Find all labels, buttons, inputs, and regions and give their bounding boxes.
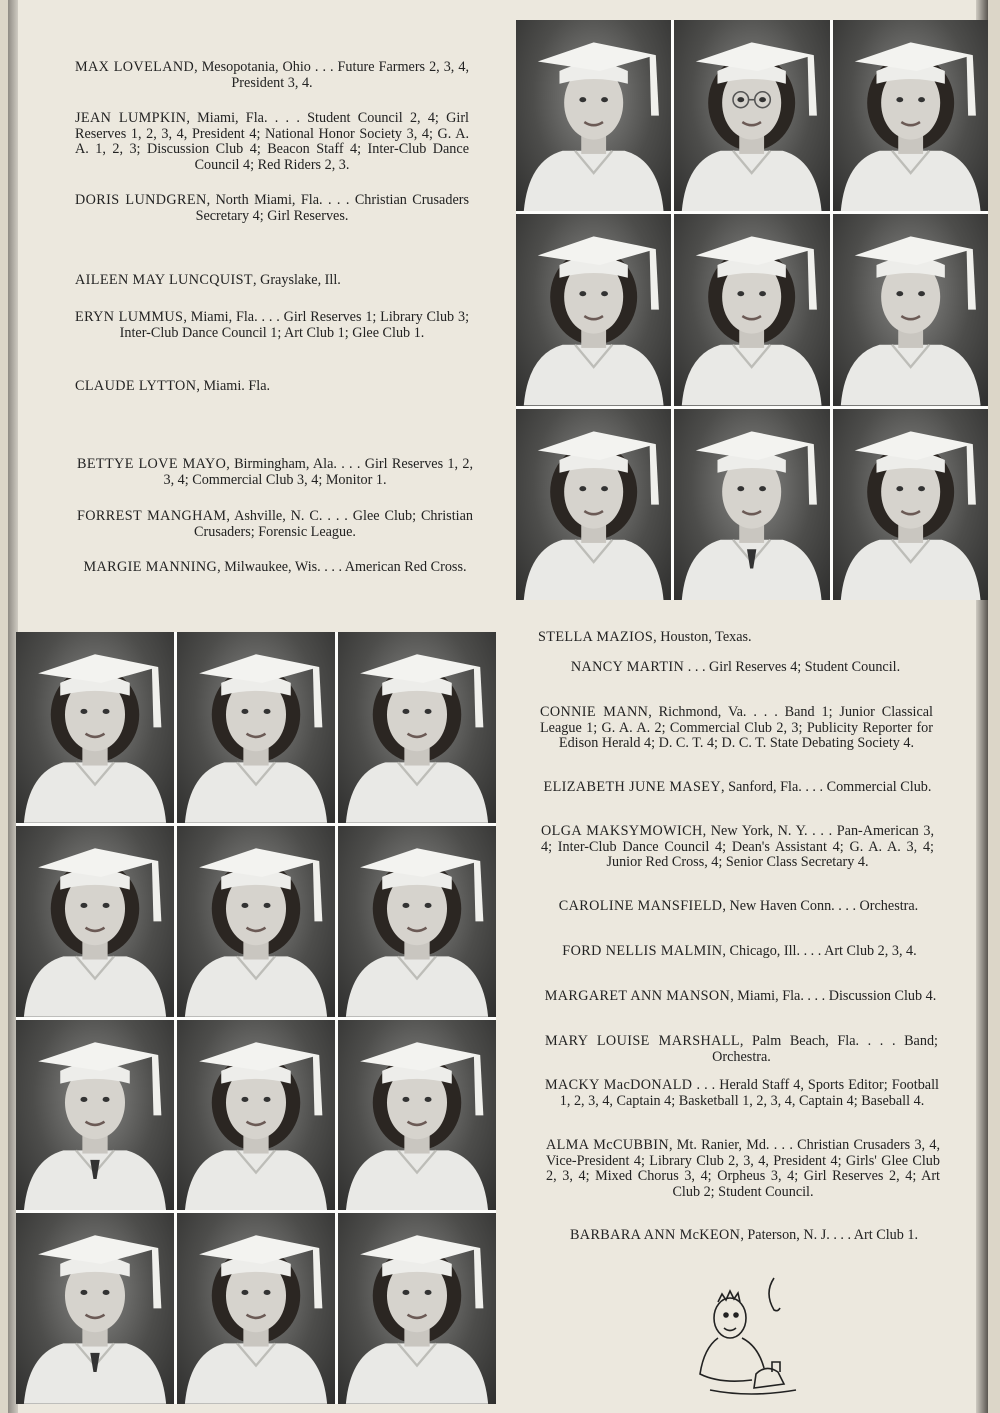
senior-portrait: [16, 826, 174, 1017]
senior-entry: [541, 824, 934, 871]
senior-portrait: [16, 1213, 174, 1404]
senior-portrait: [338, 1020, 496, 1211]
student-name: MARGIE MANNING: [83, 559, 218, 575]
student-details: , Grayslake, Ill.: [252, 272, 341, 288]
senior-entry: [546, 1138, 940, 1200]
student-details: , Milwaukee, Wis. . . . American Red Cross.: [217, 559, 467, 575]
senior-entry: [543, 944, 936, 960]
student-name: AILEEN MAY LUNCQUIST: [75, 272, 253, 288]
senior-portrait: [516, 20, 671, 211]
student-details: , Sanford, Fla. . . . Commercial Club.: [721, 779, 932, 795]
student-details: , Richmond, Va. . . . Band 1; Junior Classical League 1; G. A. A. 2; Commercial Club 2, 3; Publicity Reporter for Edison Herald 4; D. C. T. 4; D. C. T. State Debating Society 4.: [540, 704, 934, 752]
student-details: , Paterson, N. J. . . . Art Club 1.: [740, 1227, 919, 1243]
senior-portrait: [177, 1213, 335, 1404]
student-name: BETTYE LOVE MAYO: [77, 456, 227, 472]
senior-entry: [545, 1034, 938, 1065]
student-name: MARGARET ANN MANSON: [544, 988, 731, 1004]
senior-entry: [75, 379, 469, 395]
student-details: , Miami, Fla. . . . Girl Reserves 1; Library Club 3; Inter-Club Dance Council 1; Art Club 1; Glee Club 1.: [119, 309, 470, 341]
student-details: , Miami, Fla. . . . Student Council 2, 4; Girl Reserves 1, 2, 3, 4, President 4; National Honor Society 3, 4; G. A. A. 1, 2, 3; Discussion Club 4; Beacon Staff 4; Inter-Club Dance Council 4; Red Riders 2, 3.: [75, 110, 469, 173]
student-details: . . . Girl Reserves 4; Student Council.: [684, 659, 901, 675]
senior-entry: [75, 310, 469, 341]
student-name: ERYN LUMMUS: [75, 309, 184, 325]
senior-entry: [77, 509, 473, 540]
student-name: JEAN LUMPKIN: [75, 110, 187, 126]
senior-portrait: [16, 1020, 174, 1211]
senior-portrait: [833, 214, 988, 405]
student-details: , Miami. Fla.: [196, 378, 271, 394]
senior-portrait: [674, 214, 829, 405]
student-name: DORIS LUNDGREN: [75, 192, 207, 208]
senior-entry: [539, 660, 932, 676]
student-name: MAX LOVELAND: [75, 59, 195, 75]
senior-portrait: [16, 632, 174, 823]
student-name: BARBARA ANN McKEON: [569, 1227, 741, 1243]
cartoon-student-icon: [696, 1268, 806, 1408]
senior-portrait: [516, 214, 671, 405]
senior-entry: [540, 705, 933, 752]
senior-entry: [542, 899, 935, 915]
senior-portrait: [338, 632, 496, 823]
senior-entry: [541, 780, 934, 796]
student-name: FORREST MANGHAM: [77, 508, 227, 524]
student-name: ELIZABETH JUNE MASEY: [543, 779, 721, 795]
senior-portrait: [177, 632, 335, 823]
senior-entry: [75, 60, 469, 91]
student-details: , Palm Beach, Fla. . . . Band; Orchestra.: [712, 1033, 938, 1065]
student-details: , Miami, Fla. . . . Discussion Club 4.: [730, 988, 937, 1004]
senior-entry: [75, 193, 469, 224]
photo-grid-bottom: [16, 632, 496, 1404]
senior-portrait: [674, 409, 829, 600]
student-name: FORD NELLIS MALMIN: [562, 943, 723, 959]
senior-entry: [75, 111, 469, 173]
senior-portrait: [833, 409, 988, 600]
student-name: MACKY MacDONALD: [545, 1077, 693, 1093]
student-details: , Houston, Texas.: [653, 629, 752, 645]
senior-entry: [545, 1078, 939, 1109]
student-name: CAROLINE MANSFIELD: [558, 898, 723, 914]
senior-entry: [77, 560, 473, 576]
student-details: . . . Herald Staff 4, Sports Editor; Football 1, 2, 3, 4, Captain 4; Basketball 1, 2, 3, 4, Captain 4; Baseball 4.: [559, 1077, 939, 1109]
student-name: MARY LOUISE MARSHALL: [545, 1033, 740, 1049]
student-details: , New York, N. Y. . . . Pan-American 3, 4; Inter-Club Dance Council 4; Dean's Assistant 4; G. A. A. 3, 4; Junior Red Cross, 4; Senior Class Secretary 4.: [541, 823, 934, 871]
student-name: CLAUDE LYTTON: [75, 378, 197, 394]
senior-entry: [77, 457, 473, 488]
student-details: , North Miami, Fla. . . . Christian Crusaders Secretary 4; Girl Reserves.: [195, 192, 469, 224]
student-details: , Ashville, N. C. . . . Glee Club; Christian Crusaders; Forensic League.: [194, 508, 473, 540]
senior-portrait: [177, 1020, 335, 1211]
senior-portrait: [177, 826, 335, 1017]
photo-grid-top: [516, 20, 988, 600]
senior-portrait: [338, 826, 496, 1017]
student-name: STELLA MAZIOS: [538, 629, 654, 645]
senior-portrait: [516, 409, 671, 600]
senior-portrait: [674, 20, 829, 211]
student-name: ALMA McCUBBIN: [546, 1137, 669, 1153]
senior-entry: [538, 630, 928, 646]
student-details: , Mt. Ranier, Md. . . . Christian Crusaders 3, 4, Vice-President 4; Library Club 2, 3, 4, President 4; Girls' Glee Club 2, 3, 4; Mixed Chorus 3, 4; Orpheus 3, 4; Girl Reserves 2, 4; Art Club 2; Student Council.: [546, 1137, 940, 1200]
senior-entry: [547, 1228, 941, 1244]
senior-entry: [75, 273, 469, 289]
yearbook-page: [8, 0, 988, 1413]
student-details: , Birmingham, Ala. . . . Girl Reserves 1, 2, 3, 4; Commercial Club 3, 4; Monitor 1.: [163, 456, 473, 488]
student-details: , Chicago, Ill. . . . Art Club 2, 3, 4.: [722, 943, 917, 959]
senior-portrait: [338, 1213, 496, 1404]
student-details: , New Haven Conn. . . . Orchestra.: [722, 898, 919, 914]
senior-entry: [544, 989, 937, 1005]
student-name: NANCY MARTIN: [570, 659, 685, 675]
student-name: OLGA MAKSYMOWICH: [541, 823, 703, 839]
student-name: CONNIE MANN: [540, 704, 649, 720]
senior-portrait: [833, 20, 988, 211]
student-details: , Mesopotania, Ohio . . . Future Farmers 2, 3, 4, President 3, 4.: [194, 59, 469, 91]
